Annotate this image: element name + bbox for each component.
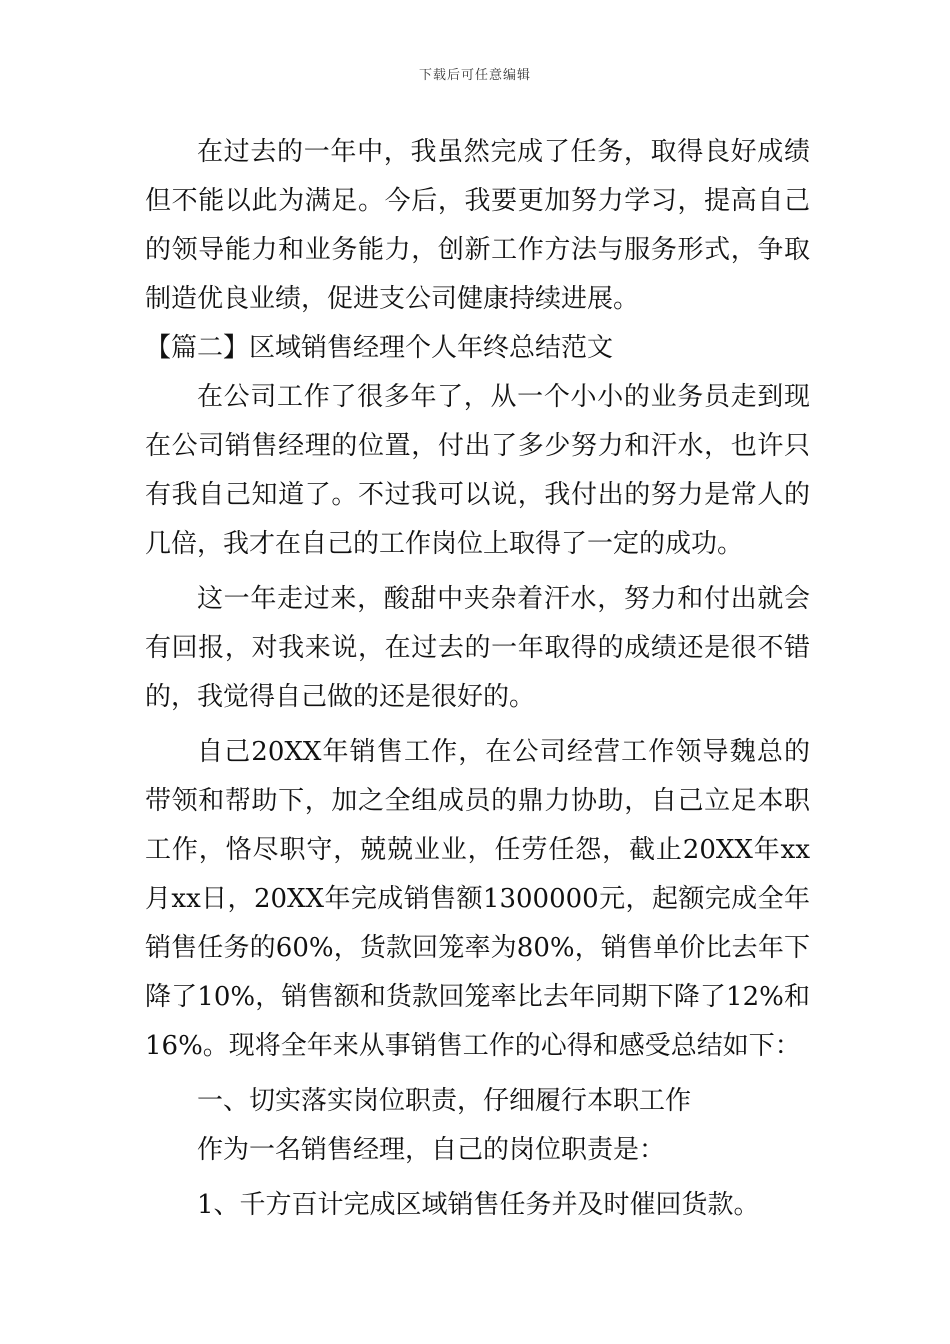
paragraph-reflection: 这一年走过来，酸甜中夹杂着汗水，努力和付出就会有回报，对我来说，在过去的一年取得的成绩还是很不错的，我觉得自己做的还是很好的。 (145, 584, 810, 712)
list-item-duty-1: 1、千方百计完成区域销售任务并及时催回货款。 (197, 1190, 760, 1220)
document-body (145, 128, 810, 1230)
section-heading: 【篇二】区域销售经理个人年终总结范文 (145, 333, 614, 363)
page-header-note: 下载后可任意编辑 (418, 68, 531, 83)
paragraph-summary: 在过去的一年中，我虽然完成了任务，取得良好成绩但不能以此为满足。今后，我要更加努力学习，提高自己的领导能力和业务能力，创新工作方法与服务形式，争取制造优良业绩，促进支公司健康持续进展。 (145, 137, 810, 314)
paragraph-sales-results: 自己20XX年销售工作，在公司经营工作领导魏总的带领和帮助下，加之全组成员的鼎力协助，自己立足本职工作，恪尽职守，兢兢业业，任劳任怨，截止20XX年xx月xx日，20XX年完成销售额1300000元，起额完成全年销售任务的60%，货款回笼率为80%，销售单价比去年下降了10%，销售额和货款回笼率比去年同期下降了12%和16%。现将全年来从事销售工作的心得和感受总结如下： (145, 737, 810, 1061)
subsection-heading: 一、切实落实岗位职责，仔细履行本职工作 (197, 1086, 692, 1116)
paragraph-intro: 在公司工作了很多年了，从一个小小的业务员走到现在公司销售经理的位置，付出了多少努力和汗水，也许只有我自己知道了。不过我可以说，我付出的努力是常人的几倍，我才在自己的工作岗位上取得了一定的成功。 (145, 382, 810, 559)
paragraph-duties-intro: 作为一名销售经理，自己的岗位职责是： (197, 1135, 666, 1165)
